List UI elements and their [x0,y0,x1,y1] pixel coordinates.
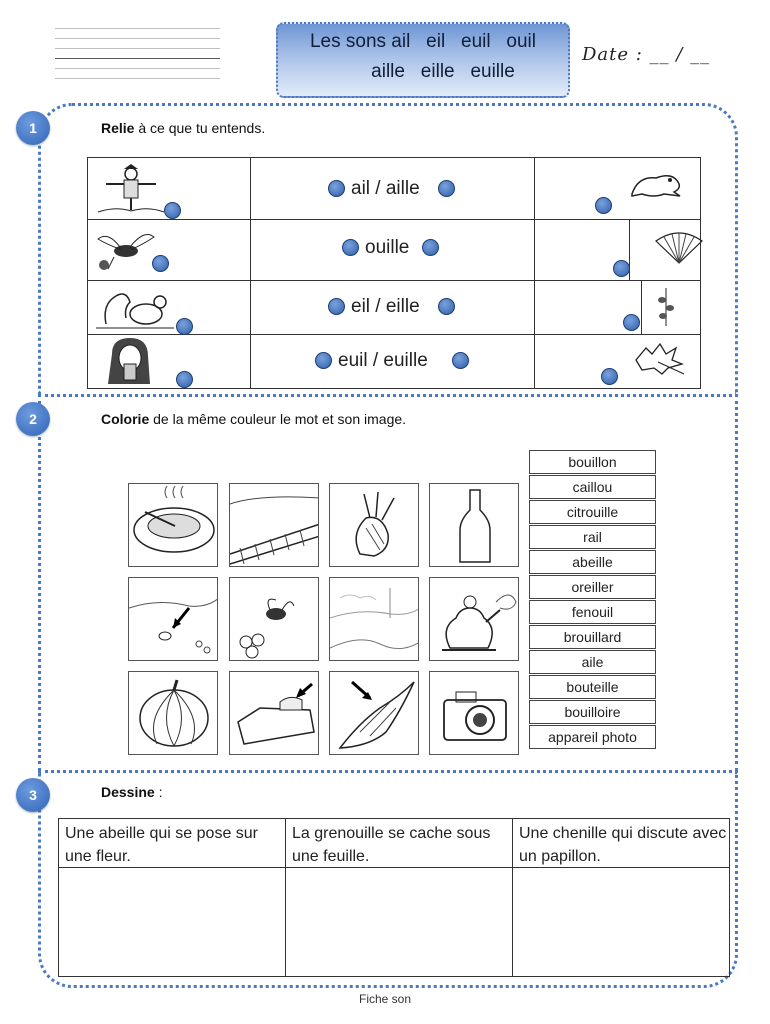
section-2-number: 2 [16,402,50,436]
title-line-1: Les sons ail eil euil ouil [309,31,536,52]
image-cell[interactable] [429,577,519,661]
word-cell[interactable]: abeille [529,550,656,574]
sound-label: ouille [365,237,410,258]
match-dot[interactable] [164,202,181,219]
image-cell[interactable] [329,577,419,661]
word-cell[interactable]: aile [529,650,656,674]
image-cell[interactable] [229,483,319,567]
match-dot[interactable] [613,260,630,277]
word-cell[interactable]: bouillon [529,450,656,474]
pebble-icon [129,578,218,661]
fog-landscape-icon [330,578,419,661]
sound-label: eil / eille [351,296,420,317]
image-cell[interactable] [429,483,519,567]
pumpkin-icon [129,672,218,755]
match-dot[interactable] [176,371,193,388]
table-row [88,219,700,281]
match-dot[interactable] [342,239,359,256]
drawing-area[interactable] [513,868,729,976]
section-2-instruction [101,411,406,427]
match-dot[interactable] [422,239,439,256]
sound-label: ail / aille [351,178,420,199]
image-cell[interactable] [329,483,419,567]
drawing-prompt: La grenouille se cache sous une feuille. [292,825,491,865]
fly-icon [94,227,158,273]
instruction-bold: Colorie [101,411,150,427]
frog-icon [628,168,684,200]
word-cell[interactable]: fenouil [529,600,656,624]
match-dot[interactable] [595,197,612,214]
match-dot[interactable] [328,180,345,197]
word-list [529,450,656,750]
sound-label: euil / euille [338,350,428,371]
match-dot[interactable] [438,180,455,197]
bottle-icon [430,484,519,567]
drawing-area[interactable] [59,868,284,976]
section-3-instruction [101,784,162,800]
image-cell[interactable] [429,671,519,755]
footer-text: Fiche son [358,992,412,1006]
instruction-text: à ce que tu entends. [134,120,266,136]
section-1-instruction [101,120,265,136]
matching-table [87,157,701,389]
match-dot[interactable] [315,352,332,369]
drawing-prompt: Une chenille qui discute avec un papillon. [519,825,727,865]
title-banner [276,22,570,98]
instruction-text: de la même couleur le mot et son image. [149,411,407,427]
date-field[interactable]: Date : __ / __ [582,44,711,65]
drawing-table [58,818,730,977]
image-cell[interactable] [128,483,218,567]
word-cell[interactable]: rail [529,525,656,549]
word-cell[interactable]: citrouille [529,500,656,524]
camera-icon [430,672,519,755]
word-cell[interactable]: bouilloire [529,700,656,724]
pillow-icon [230,672,319,755]
section-1-number: 1 [16,111,50,145]
bee-icon [230,578,319,661]
image-cell[interactable] [229,671,319,755]
scarecrow-icon [96,162,166,214]
word-cell[interactable]: brouillard [529,625,656,649]
image-cell[interactable] [329,671,419,755]
match-dot[interactable] [452,352,469,369]
railway-icon [230,484,319,567]
instruction-bold: Relie [101,120,135,136]
table-row [88,158,700,220]
match-dot[interactable] [623,314,640,331]
image-cell[interactable] [229,577,319,661]
leaf-icon [632,342,686,376]
title-line-2: aille eille euille [371,61,515,82]
word-cell[interactable]: caillou [529,475,656,499]
branch-icon [654,286,678,328]
match-dot[interactable] [438,298,455,315]
image-cell[interactable] [128,671,218,755]
instruction-text: : [154,784,163,800]
fan-icon [654,231,704,265]
word-cell[interactable]: bouteille [529,675,656,699]
match-dot[interactable] [328,298,345,315]
kettle-icon [430,578,519,661]
table-row [88,334,700,389]
squirrel-icon [96,284,176,330]
child-eating-icon [98,336,164,386]
match-dot[interactable] [152,255,169,272]
word-cell[interactable]: appareil photo [529,725,656,749]
drawing-prompt: Une abeille qui se pose sur une fleur. [65,825,259,865]
table-row [88,280,700,335]
match-dot[interactable] [601,368,618,385]
image-cell[interactable] [128,577,218,661]
drawing-area[interactable] [286,868,511,976]
soup-bowl-icon [129,484,218,567]
match-dot[interactable] [176,318,193,335]
instruction-bold: Dessine [101,784,155,800]
name-lines[interactable] [55,28,220,88]
fennel-icon [330,484,419,567]
section-3-number: 3 [16,778,50,812]
bird-wing-icon [330,672,419,755]
word-cell[interactable]: oreiller [529,575,656,599]
